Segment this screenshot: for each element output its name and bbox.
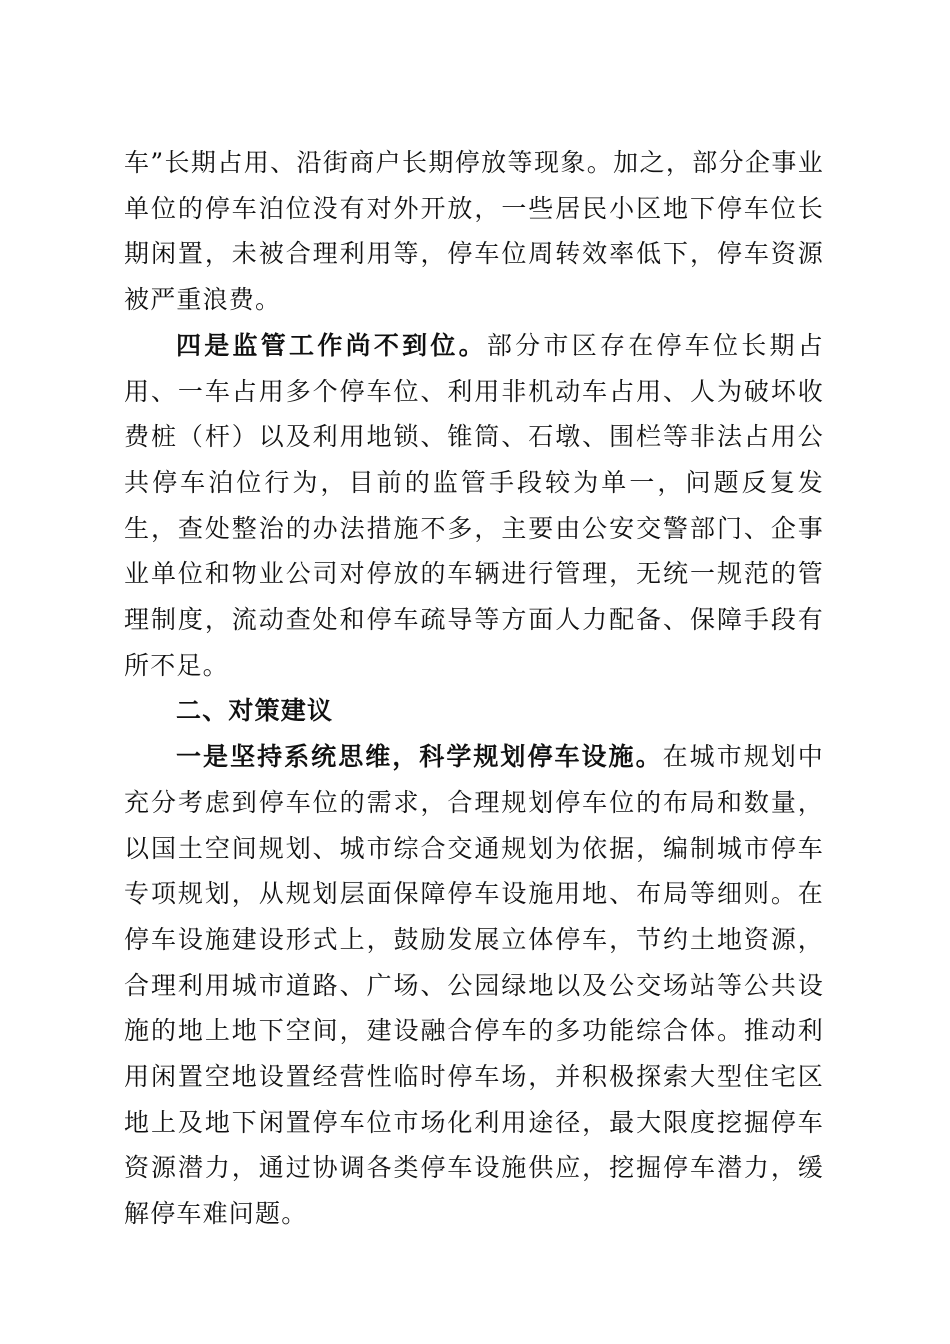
paragraph-planning	[124, 734, 824, 1237]
paragraph-supervision	[124, 323, 824, 689]
section-heading: 二、对策建议	[176, 696, 334, 726]
paragraph-text: 车”长期占用、沿街商户长期停放等现象。加之，部分企事业单位的停车泊位没有对外开放，一些居民小区地下停车位长期闲置，未被合理利用等，停车位周转效率低下，停车资源被严重浪费。	[124, 148, 824, 315]
paragraph-lead: 一是坚持系统思维，科学规划停车设施。	[176, 742, 663, 772]
paragraph-text: 在城市规划中充分考虑到停车位的需求，合理规划停车位的布局和数量，以国土空间规划、城市综合交通规划为依据，编制城市停车专项规划，从规划层面保障停车设施用地、布局等细则。在停车设施建设形式上，鼓励发展立体停车，节约土地资源，合理利用城市道路、广场、公园绿地以及公交场站等公共设施的地上地下空间，建设融合停车的多功能综合体。推动利用闲置空地设置经营性临时停车场，并积极探索大型住宅区地上及地下闲置停车位市场化利用途径，最大限度挖掘停车资源潜力，通过协调各类停车设施供应，挖掘停车潜力，缓解停车难问题。	[124, 742, 824, 1229]
paragraph-text: 部分市区存在停车位长期占用、一车占用多个停车位、利用非机动车占用、人为破坏收费桩（杆）以及利用地锁、锥筒、石墩、围栏等非法占用公共停车泊位行为，目前的监管手段较为单一，问题反复发生，查处整治的办法措施不多，主要由公安交警部门、企事业单位和物业公司对停放的车辆进行管理，无统一规范的管理制度，流动查处和停车疏导等方面人力配备、保障手段有所不足。	[124, 330, 825, 680]
paragraph-lead: 四是监管工作尚不到位。	[176, 330, 487, 360]
paragraph-continuation	[124, 140, 824, 323]
document-body	[124, 140, 824, 1237]
